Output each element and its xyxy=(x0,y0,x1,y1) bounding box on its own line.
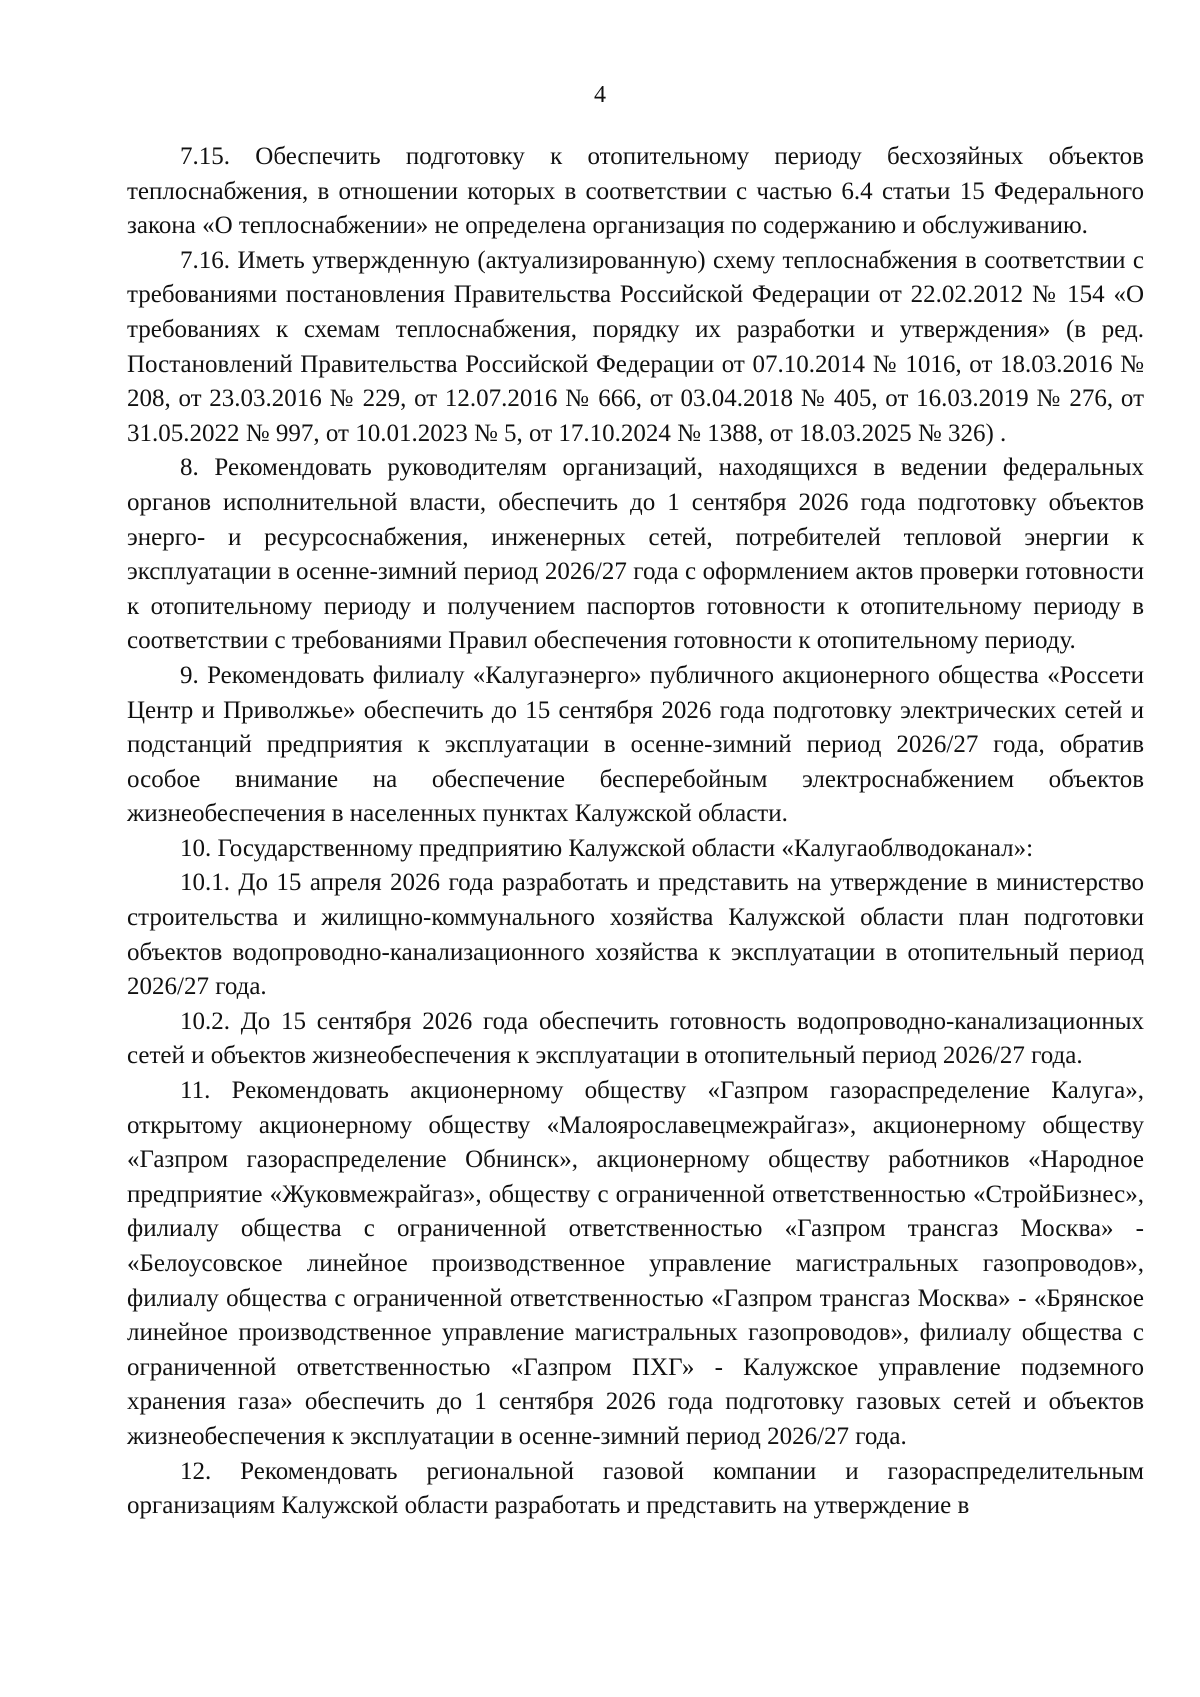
document-body xyxy=(127,140,1144,1524)
paragraph-8: 8. Рекомендовать руководителям организаций, находящихся в ведении федеральных органов исполнительной власти, обеспечить до 1 сентября 2026 года подготовку объектов энерго- и ресурсоснабжения, инженерных сетей, потребителей тепловой энергии к эксплуатации в осенне-зимний период 2026/27 года с оформлением актов проверки готовности к отопительному периоду и получением паспортов готовности к отопительному периоду в соответствии с требованиями Правил обеспечения готовности к отопительному периоду. xyxy=(127,454,1144,655)
paragraph-10-1: 10.1. До 15 апреля 2026 года разработать и представить на утверждение в министерство строительства и жилищно-коммунального хозяйства Калужской области план подготовки объектов водопроводно-канализационного хозяйства к эксплуатации в отопительный период 2026/27 года. xyxy=(127,869,1144,1001)
paragraph-9: 9. Рекомендовать филиалу «Калугаэнерго» публичного акционерного общества «Россети Центр и Приволжье» обеспечить до 15 сентября 2026 года подготовку электрических сетей и подстанций предприятия к эксплуатации в осенне-зимний период 2026/27 года, обратив особое внимание на обеспечение бесперебойным электроснабжением объектов жизнеобеспечения в населенных пунктах Калужской области. xyxy=(127,661,1144,828)
paragraph-10: 10. Государственному предприятию Калужской области «Калугаоблводоканал»: xyxy=(180,834,1034,862)
paragraph-12: 12. Рекомендовать региональной газовой компании и газораспределительным организациям Калужской области разработать и представить на утверждение в xyxy=(127,1457,1144,1520)
paragraph-10-2: 10.2. До 15 сентября 2026 года обеспечить готовность водопроводно-канализационных сетей и объектов жизнеобеспечения к эксплуатации в отопительный период 2026/27 года. xyxy=(127,1007,1144,1070)
paragraph-7-15: 7.15. Обеспечить подготовку к отопительному периоду бесхозяйных объектов теплоснабжения, в отношении которых в соответствии с частью 6.4 статьи 15 Федерального закона «О теплоснабжении» не определена организация по содержанию и обслуживанию. xyxy=(127,143,1144,240)
paragraph-7-16: 7.16. Иметь утвержденную (актуализированную) схему теплоснабжения в соответствии с требованиями постановления Правительства Российской Федерации от 22.02.2012 № 154 «О требованиях к схемам теплоснабжения, порядку их разработки и утверждения» (в ред. Постановлений Правительства Российской Федерации от 07.10.2014 № 1016, от 18.03.2016 № 208, от 23.03.2016 № 229, от 12.07.2016 № 666, от 03.04.2018 № 405, от 16.03.2019 № 276, от 31.05.2022 № 997, от 10.01.2023 № 5, от 17.10.2024 № 1388, от 18.03.2025 № 326) . xyxy=(127,246,1144,447)
paragraph-11: 11. Рекомендовать акционерному обществу «Газпром газораспределение Калуга», открытому акционерному обществу «Малоярославецмежрайгаз», акционерному обществу «Газпром газораспределение Обнинск», акционерному обществу работников «Народное предприятие «Жуковмежрайгаз», обществу с ограниченной ответственностью «СтройБизнес», филиалу общества с ограниченной ответственностью «Газпром трансгаз Москва» - «Белоусовское линейное производственное управление магистральных газопроводов», филиалу общества с ограниченной ответственностью «Газпром трансгаз Москва» - «Брянское линейное производственное управление магистральных газопроводов», филиалу общества с ограниченной ответственностью «Газпром ПХГ» - Калужское управление подземного хранения газа» обеспечить до 1 сентября 2026 года подготовку газовых сетей и объектов жизнеобеспечения к эксплуатации в осенне-зимний период 2026/27 года. xyxy=(127,1077,1144,1450)
page-number: 4 xyxy=(594,82,606,108)
